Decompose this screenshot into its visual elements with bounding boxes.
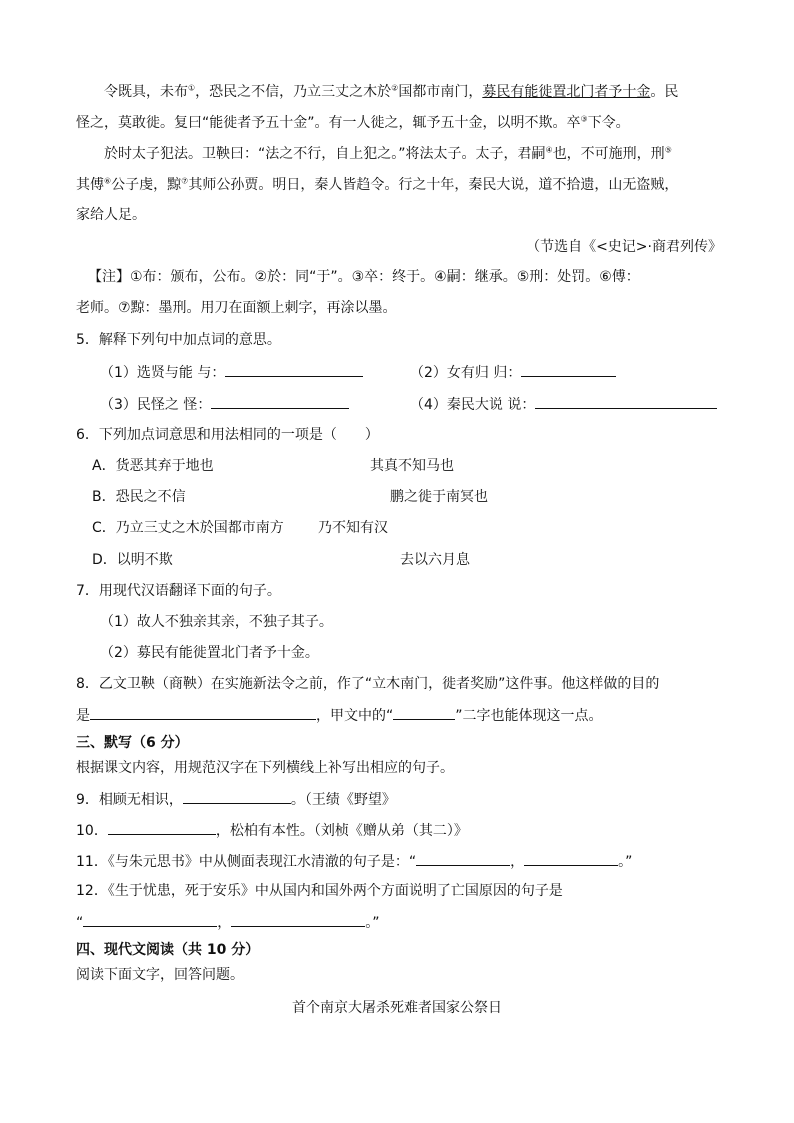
q10-text: 10． <box>76 823 108 839</box>
answer-blank[interactable] <box>108 820 216 835</box>
q12-text: “ <box>76 915 84 931</box>
passage-line-5: 家给人足。 <box>76 207 146 223</box>
q9-text: 9．相顾无相识， <box>76 792 183 808</box>
section-4-intro: 阅读下面文字，回答问题。 <box>76 967 244 983</box>
q8-text: 是 <box>76 708 90 724</box>
answer-blank[interactable] <box>393 705 455 720</box>
q6-option-b-left[interactable]: B．恐民之不信 <box>92 489 186 505</box>
notes-line-2: 老师。⑦黥：墨刑。用刀在面额上刺字，再涂以墨。 <box>76 300 397 316</box>
passage-text: 怪之，莫敢徙。复曰“能徙者予五十金”。有一人徙之，辄予五十金，以明不欺。卒 <box>76 115 581 131</box>
q8-line-2 <box>76 705 603 726</box>
q6-option-a-right: 其真不知马也 <box>370 458 454 474</box>
q10-text: ，松柏有本性。（刘桢《赠从弟（其二）》 <box>215 823 468 839</box>
footnote-marker: ⑦ <box>181 176 189 186</box>
answer-blank[interactable] <box>416 851 510 866</box>
q6-option-d-left[interactable]: D．以明不欺 <box>92 552 173 568</box>
footnote-marker: ① <box>188 83 196 93</box>
q5-item-1 <box>100 362 363 383</box>
footnote-marker: ③ <box>580 114 588 124</box>
passage-text: 令既具，未布 <box>104 84 188 100</box>
article-title: 首个南京大屠杀死难者国家公祭日 <box>292 1000 502 1016</box>
section-3-title: 三、默写（6 分） <box>76 735 189 751</box>
q11 <box>76 851 632 872</box>
q5-item-3 <box>100 394 349 415</box>
q11-text: 。” <box>618 854 633 870</box>
q5-stem: 5．解释下列句中加点词的意思。 <box>76 332 281 348</box>
answer-blank[interactable] <box>535 394 717 409</box>
passage-line-3 <box>104 144 672 164</box>
q12-line-2 <box>76 912 380 933</box>
passage-text: 下令。 <box>587 115 630 131</box>
passage-text: 也，不可施刑，刑 <box>552 146 665 162</box>
answer-blank[interactable] <box>225 362 363 377</box>
passage-text: 其傅 <box>76 177 104 193</box>
passage-text: 国都市南门， <box>398 84 483 100</box>
footnote-marker: ⑤ <box>664 145 672 155</box>
underlined-sentence: 募民有能徙置北门者予十金 <box>482 84 651 100</box>
q8-text: ”二字也能体现这一点。 <box>455 708 603 724</box>
q11-text: 11．《与朱元思书》中从侧面表现江水清澈的句子是：“ <box>76 854 417 870</box>
q6-option-c-left[interactable]: C．乃立三丈之木於国都市南方 <box>92 520 284 536</box>
answer-blank[interactable] <box>90 705 316 720</box>
passage-line-1 <box>104 82 678 102</box>
q6-option-d-right: 去以六月息 <box>400 552 470 568</box>
q7-stem: 7．用现代汉语翻译下面的句子。 <box>76 583 281 599</box>
answer-blank[interactable] <box>231 912 365 927</box>
footnote-marker: ② <box>391 83 399 93</box>
passage-text: 於时太子犯法。卫鞅曰：“法之不行，自上犯之。”将法太子。太子，君嗣 <box>104 146 546 162</box>
q7-item-1: （1）故人不独亲其亲，不独子其子。 <box>100 614 333 630</box>
q5-item-2 <box>410 362 616 383</box>
footnote-marker: ④ <box>545 145 553 155</box>
q5-item-label: （1）选贤与能 与： <box>100 365 226 381</box>
passage-text: ，恐民之不信，乃立三丈之木於 <box>195 84 392 100</box>
passage-line-4 <box>76 175 678 195</box>
q9-text: 。（王绩《野望》 <box>290 792 396 808</box>
q9 <box>76 789 396 810</box>
passage-text: 公子虔，黥 <box>111 177 182 193</box>
passage-text: 其师公孙贾。明日，秦人皆趋令。行之十年，秦民大说，道不拾遗，山无盗贼， <box>188 177 679 193</box>
passage-text: 。民 <box>650 84 679 100</box>
q5-item-label: （4）秦民大说 说： <box>410 397 536 413</box>
answer-blank[interactable] <box>183 789 291 804</box>
passage-line-2 <box>76 113 630 133</box>
q11-text: ， <box>510 854 525 870</box>
answer-blank[interactable] <box>521 362 616 377</box>
q5-item-label: （3）民怪之 怪： <box>100 397 212 413</box>
q7-item-2: （2）募民有能徙置北门者予十金。 <box>100 645 319 661</box>
answer-blank[interactable] <box>524 851 618 866</box>
q6-option-c-right: 乃不知有汉 <box>318 520 388 536</box>
q8-text: ，甲文中的“ <box>316 708 394 724</box>
q8-line-1: 8．乙文卫鞅（商鞅）在实施新法令之前，作了“立木南门，徙者奖励”这件事。他这样做的目的 <box>76 676 660 692</box>
q5-item-label: （2）女有归 归： <box>410 365 522 381</box>
section-3-intro: 根据课文内容，用规范汉字在下列横线上补写出相应的句子。 <box>76 760 454 776</box>
section-4-title: 四、现代文阅读（共 10 分） <box>76 942 260 958</box>
passage-source: （节选自《<史记>·商君列传》 <box>526 239 722 255</box>
answer-blank[interactable] <box>211 394 349 409</box>
q12-text: 。” <box>365 915 380 931</box>
q12-line-1: 12．《生于忧患，死于安乐》中从国内和国外两个方面说明了亡国原因的句子是 <box>76 883 563 899</box>
q10 <box>76 820 468 841</box>
answer-blank[interactable] <box>83 912 217 927</box>
footnote-marker: ⑥ <box>104 176 112 186</box>
notes-line-1: 【注】①布：颁布，公布。②於：同“于”。③卒：终于。④嗣：继承。⑤刑：处罚。⑥傅： <box>88 269 640 285</box>
q6-option-a-left[interactable]: A．货恶其弃于地也 <box>92 458 214 474</box>
q12-text: ， <box>217 915 232 931</box>
q5-item-4 <box>410 394 717 415</box>
q6-stem: 6．下列加点词意思和用法相同的一项是（ ） <box>76 427 379 443</box>
q6-option-b-right: 鹏之徙于南冥也 <box>390 489 488 505</box>
